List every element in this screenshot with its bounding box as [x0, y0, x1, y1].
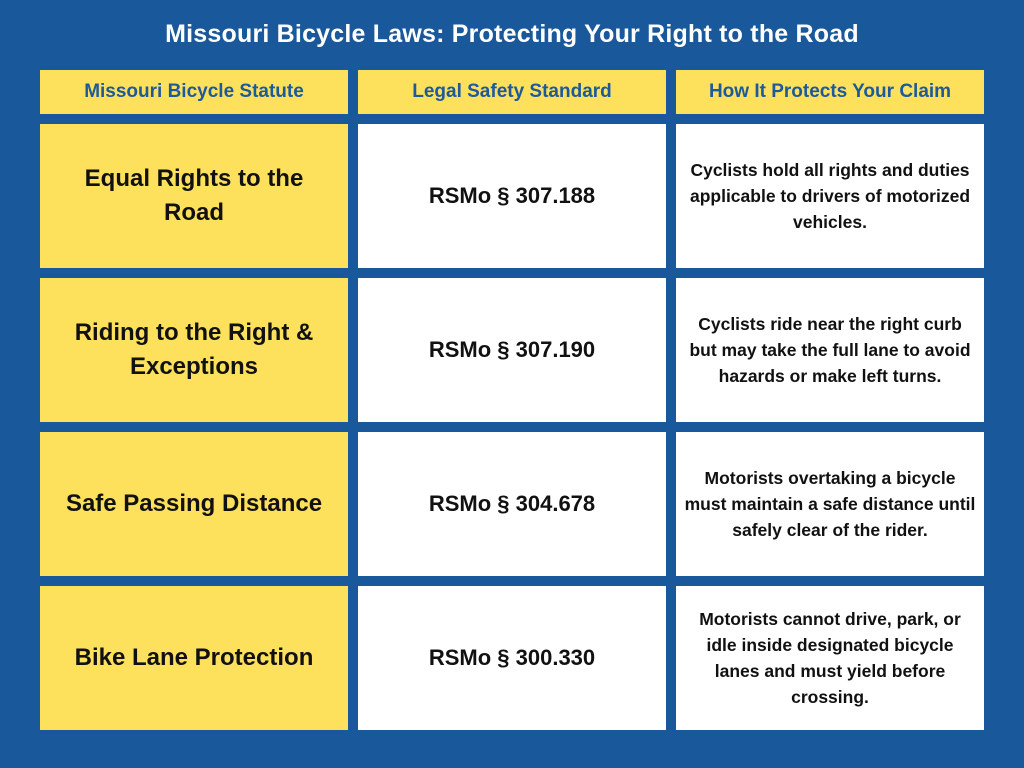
protection-cell: Cyclists hold all rights and duties applicable to drivers of motorized vehicles. [676, 124, 984, 268]
statute-cell: Safe Passing Distance [40, 432, 348, 576]
standard-cell: RSMo § 307.190 [358, 278, 666, 422]
page-title: Missouri Bicycle Laws: Protecting Your Right to the Road [165, 20, 859, 48]
statute-cell: Equal Rights to the Road [40, 124, 348, 268]
standard-cell: RSMo § 307.188 [358, 124, 666, 268]
standard-cell: RSMo § 300.330 [358, 586, 666, 730]
protection-cell: Motorists cannot drive, park, or idle inside designated bicycle lanes and must yield before crossing. [676, 586, 984, 730]
column-header-standard: Legal Safety Standard [358, 70, 666, 114]
standard-cell: RSMo § 304.678 [358, 432, 666, 576]
protection-cell: Cyclists ride near the right curb but may take the full lane to avoid hazards or make left turns. [676, 278, 984, 422]
protection-cell: Motorists overtaking a bicycle must maintain a safe distance until safely clear of the rider. [676, 432, 984, 576]
statute-cell: Riding to the Right & Exceptions [40, 278, 348, 422]
statute-cell: Bike Lane Protection [40, 586, 348, 730]
column-header-statute: Missouri Bicycle Statute [40, 70, 348, 114]
column-header-protection: How It Protects Your Claim [676, 70, 984, 114]
